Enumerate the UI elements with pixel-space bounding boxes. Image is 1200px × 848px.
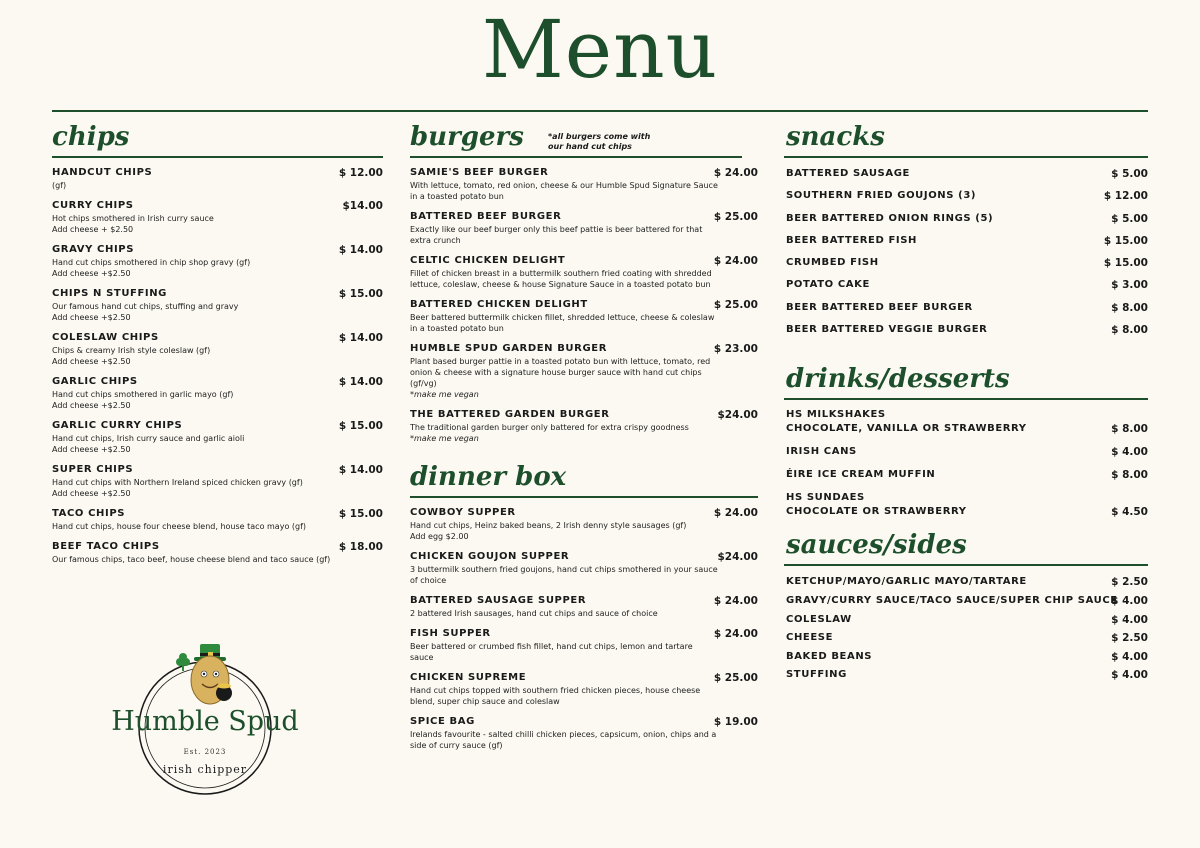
menu-item <box>786 188 1148 210</box>
menu-item <box>410 342 758 400</box>
menu-item <box>410 627 758 663</box>
item-description: Beer battered buttermilk chicken fillet, shredded lettuce, cheese & coleslaw in a toasted potato bun <box>410 313 715 333</box>
item-price: $24.00 <box>717 409 758 421</box>
item-name: COLESLAW <box>786 613 852 625</box>
item-price: $ 15.00 <box>1103 257 1148 270</box>
item-name: CHICKEN SUPREME <box>410 672 527 683</box>
item-group-heading: HS SUNDAES <box>786 492 865 504</box>
menu-item <box>52 540 383 565</box>
logo-tagline: irish chipper <box>162 763 248 776</box>
item-price: $ 18.00 <box>338 541 383 553</box>
item-price: $ 24.00 <box>713 255 758 267</box>
item-description: Chips & creamy Irish style coleslaw (gf) <box>52 346 211 355</box>
item-price: $ 24.00 <box>713 167 758 179</box>
item-addon: Add cheese + $2.50 <box>52 225 134 234</box>
item-description: Exactly like our beef burger only this beef pattie is beer battered for that extra crunch <box>410 225 703 245</box>
item-description: (gf) <box>52 181 67 190</box>
item-price: $ 4.00 <box>1111 446 1148 459</box>
item-name: KETCHUP/MAYO/GARLIC MAYO/TARTARE <box>786 576 1027 588</box>
item-name: SUPER CHIPS <box>52 464 134 475</box>
menu-item <box>786 468 1148 482</box>
item-name: CHICKEN GOUJON SUPPER <box>410 551 570 562</box>
item-price: $ 24.00 <box>713 595 758 607</box>
item-addon: Add egg $2.00 <box>410 532 469 541</box>
menu-item <box>786 211 1148 233</box>
section-title-burgers: burgers <box>410 122 524 152</box>
burgers-list <box>410 166 758 444</box>
menu-item <box>410 550 758 586</box>
menu-item <box>786 255 1148 277</box>
sauces-list <box>786 574 1148 686</box>
item-line <box>786 468 1148 482</box>
menu-item <box>786 300 1148 322</box>
item-line <box>786 445 1148 459</box>
item-name: CHEESE <box>786 632 834 644</box>
item-name: COWBOY SUPPER <box>410 507 516 518</box>
item-price: $14.00 <box>342 200 383 212</box>
item-name: BATTERED CHICKEN DELIGHT <box>410 299 588 310</box>
section-title-dinner-box: dinner box <box>410 462 567 492</box>
item-addon: Add cheese +$2.50 <box>52 401 131 410</box>
item-description: Our famous chips, taco beef, house cheese blend and taco sauce (gf) <box>52 555 331 564</box>
item-name: SPICE BAG <box>410 716 475 727</box>
item-price: $ 14.00 <box>338 332 383 344</box>
item-price: $ 4.00 <box>1111 594 1148 607</box>
item-description: Fillet of chicken breast in a buttermilk southern fried coating with shredded lettuce, coleslaw, cheese & house Signature Sauce in a toasted potato bun <box>410 269 712 289</box>
item-name: GARLIC CHIPS <box>52 376 138 387</box>
menu-item <box>52 419 383 455</box>
item-name: GRAVY CHIPS <box>52 244 134 255</box>
item-price: $24.00 <box>717 551 758 563</box>
chips-column <box>52 120 383 573</box>
item-name: CELTIC CHICKEN DELIGHT <box>410 255 566 266</box>
item-name: BEER BATTERED VEGGIE BURGER <box>786 324 988 336</box>
item-description: The traditional garden burger only battered for extra crispy goodness <box>410 423 689 432</box>
item-vegan-note: *make me vegan <box>410 434 479 443</box>
item-name: FISH SUPPER <box>410 628 491 639</box>
menu-item <box>52 463 383 499</box>
item-name: BATTERED SAUSAGE SUPPER <box>410 595 587 606</box>
section-divider <box>784 156 1148 158</box>
item-name: THE BATTERED GARDEN BURGER <box>410 409 610 420</box>
item-price: $ 25.00 <box>713 211 758 223</box>
dinner-box-list <box>410 506 758 751</box>
item-vegan-note: *make me vegan <box>410 390 479 399</box>
item-name: HANDCUT CHIPS <box>52 167 153 178</box>
item-price: $ 14.00 <box>338 376 383 388</box>
item-description: Hand cut chips smothered in garlic mayo (gf) <box>52 390 234 399</box>
item-description: Hot chips smothered in Irish curry sauce <box>52 214 214 223</box>
item-description: Hand cut chips smothered in chip shop gravy (gf) <box>52 258 251 267</box>
item-name: CHIPS N STUFFING <box>52 288 167 299</box>
item-addon: Add cheese +$2.50 <box>52 313 131 322</box>
snacks-column <box>786 120 1148 686</box>
burgers-section <box>410 120 758 444</box>
item-description: Plant based burger pattie in a toasted potato bun with lettuce, tomato, red onion & cheese with a signature house burger sauce with hand cut chips (gf/vg) <box>410 357 711 388</box>
item-price: $ 23.00 <box>713 343 758 355</box>
item-price: $ 14.00 <box>338 244 383 256</box>
menu-item <box>52 199 383 235</box>
sauces-section <box>786 528 1148 686</box>
menu-item <box>786 574 1148 593</box>
burgers-note <box>548 132 650 152</box>
item-name: ÉIRE ICE CREAM MUFFIN <box>786 469 936 481</box>
logo-brand-name: Humble Spud <box>111 706 299 737</box>
item-price: $ 3.00 <box>1111 279 1148 292</box>
item-addon: Add cheese +$2.50 <box>52 269 131 278</box>
item-description: Hand cut chips with Northern Ireland spiced chicken gravy (gf) <box>52 478 303 487</box>
item-price: $ 12.00 <box>1103 190 1148 203</box>
chips-list <box>52 166 383 565</box>
item-name: CURRY CHIPS <box>52 200 134 211</box>
section-divider <box>784 398 1148 400</box>
humble-spud-logo <box>100 630 310 810</box>
item-group-heading: HS MILKSHAKES <box>786 409 886 421</box>
item-price: $ 15.00 <box>338 288 383 300</box>
item-line <box>786 422 1148 436</box>
item-name: COLESLAW CHIPS <box>52 332 159 343</box>
menu-item <box>410 166 758 202</box>
item-price: $ 15.00 <box>1103 234 1148 247</box>
menu-item <box>52 287 383 323</box>
section-divider <box>410 496 758 498</box>
menu-item <box>786 445 1148 459</box>
drinks-list <box>786 408 1148 519</box>
section-divider <box>410 156 742 158</box>
pot-of-gold-icon <box>216 684 232 702</box>
menu-item <box>52 166 383 191</box>
item-line <box>786 505 1148 519</box>
item-name: SOUTHERN FRIED GOUJONS (3) <box>786 190 977 202</box>
snacks-section <box>786 120 1148 344</box>
item-name: GRAVY/CURRY SAUCE/TACO SAUCE/SUPER CHIP SAUCE <box>786 594 1118 606</box>
item-price: $ 24.00 <box>713 507 758 519</box>
item-name: BEEF TACO CHIPS <box>52 541 160 552</box>
item-name: STUFFING <box>786 669 847 681</box>
item-price: $ 19.00 <box>713 716 758 728</box>
item-description: 3 buttermilk southern fried goujons, hand cut chips smothered in your sauce of choice <box>410 565 718 585</box>
section-title-drinks: drinks/desserts <box>786 364 1010 395</box>
item-name: GARLIC CURRY CHIPS <box>52 420 183 431</box>
item-price: $ 15.00 <box>338 420 383 432</box>
item-description: Hand cut chips, Heinz baked beans, 2 Irish denny style sausages (gf) <box>410 521 687 530</box>
item-addon: Add cheese +$2.50 <box>52 445 131 454</box>
menu-item <box>786 233 1148 255</box>
section-divider <box>784 564 1148 566</box>
item-description: Hand cut chips, house four cheese blend, house taco mayo (gf) <box>52 522 307 531</box>
item-price: $ 8.00 <box>1111 301 1148 314</box>
item-price: $ 25.00 <box>713 672 758 684</box>
item-price: $ 4.00 <box>1111 613 1148 626</box>
menu-item <box>786 166 1148 188</box>
item-description: Hand cut chips topped with southern fried chicken pieces, house cheese blend, super chip sauce and coleslaw <box>410 686 701 706</box>
item-price: $ 8.00 <box>1111 324 1148 337</box>
item-price: $ 4.00 <box>1111 650 1148 663</box>
item-name: IRISH CANS <box>786 446 857 458</box>
item-name: TACO CHIPS <box>52 508 126 519</box>
section-title-chips: chips <box>52 122 130 152</box>
item-price: $ 15.00 <box>338 508 383 520</box>
burgers-column <box>410 120 758 759</box>
item-addon: Add cheese +$2.50 <box>52 357 131 366</box>
menu-item <box>410 715 758 751</box>
item-name: BEER BATTERED ONION RINGS (5) <box>786 212 994 224</box>
menu-item <box>786 630 1148 649</box>
item-name: HUMBLE SPUD GARDEN BURGER <box>410 343 607 354</box>
menu-item <box>52 331 383 367</box>
item-price: $ 2.50 <box>1111 576 1148 589</box>
item-name: BAKED BEANS <box>786 650 873 662</box>
section-title-snacks: snacks <box>786 122 885 152</box>
item-description: 2 battered Irish sausages, hand cut chips and sauce of choice <box>410 609 658 618</box>
menu-item <box>786 649 1148 668</box>
menu-item <box>52 243 383 279</box>
item-name: CRUMBED FISH <box>786 257 879 269</box>
menu-item <box>52 507 383 532</box>
burgers-note-line1: *all burgers come with <box>548 132 651 141</box>
section-divider <box>52 156 383 158</box>
menu-item <box>410 408 758 444</box>
item-price: $ 5.00 <box>1111 212 1148 225</box>
item-addon: Add cheese +$2.50 <box>52 489 131 498</box>
section-title-sauces: sauces/sides <box>786 530 967 561</box>
title-divider <box>52 110 1148 112</box>
item-price: $ 2.50 <box>1111 632 1148 645</box>
menu-item <box>410 671 758 707</box>
item-price: $ 8.00 <box>1111 423 1148 436</box>
menu-item <box>52 375 383 411</box>
item-description: Irelands favourite - salted chilli chicken pieces, capsicum, onion, chips and a side of curry sauce (gf) <box>410 730 717 750</box>
menu-item <box>786 667 1148 686</box>
item-price: $ 4.50 <box>1111 506 1148 519</box>
chips-section <box>52 120 383 565</box>
menu-item <box>410 298 758 334</box>
menu-item <box>410 210 758 246</box>
menu-item <box>410 254 758 290</box>
drinks-section <box>786 362 1148 519</box>
item-name: BATTERED BEEF BURGER <box>410 211 562 222</box>
item-price: $ 25.00 <box>713 299 758 311</box>
item-price: $ 14.00 <box>338 464 383 476</box>
item-name: BATTERED SAUSAGE <box>786 168 910 179</box>
menu-item <box>786 277 1148 299</box>
burgers-note-line2: our hand cut chips <box>548 142 632 151</box>
item-price: $ 5.00 <box>1111 168 1148 180</box>
item-name: CHOCOLATE, VANILLA OR STRAWBERRY <box>786 423 1027 435</box>
menu-item <box>786 408 1148 436</box>
menu-item <box>786 491 1148 519</box>
page-title: Menu <box>481 3 719 96</box>
menu-item <box>786 612 1148 631</box>
logo-est: Est. 2023 <box>183 748 227 756</box>
menu-item <box>410 506 758 542</box>
item-name: POTATO CAKE <box>786 279 870 291</box>
menu-item <box>410 594 758 619</box>
item-price: $ 24.00 <box>713 628 758 640</box>
item-price: $ 12.00 <box>338 167 383 179</box>
snacks-list <box>786 166 1148 344</box>
item-price: $ 4.00 <box>1111 669 1148 682</box>
item-description: Hand cut chips, Irish curry sauce and garlic aioli <box>52 434 245 443</box>
item-description: With lettuce, tomato, red onion, cheese & our Humble Spud Signature Sauce in a toasted potato bun <box>410 181 718 201</box>
item-description: Our famous hand cut chips, stuffing and gravy <box>52 302 239 311</box>
item-name: CHOCOLATE OR STRAWBERRY <box>786 506 967 518</box>
item-name: BEER BATTERED BEEF BURGER <box>786 301 973 313</box>
menu-item <box>786 593 1148 612</box>
item-price: $ 8.00 <box>1111 469 1148 482</box>
item-description: Beer battered or crumbed fish fillet, hand cut chips, lemon and tartare sauce <box>410 642 693 662</box>
dinner-box-section <box>410 460 758 751</box>
item-name: SAMIE'S BEEF BURGER <box>410 167 549 178</box>
item-name: BEER BATTERED FISH <box>786 234 917 246</box>
menu-item <box>786 322 1148 344</box>
